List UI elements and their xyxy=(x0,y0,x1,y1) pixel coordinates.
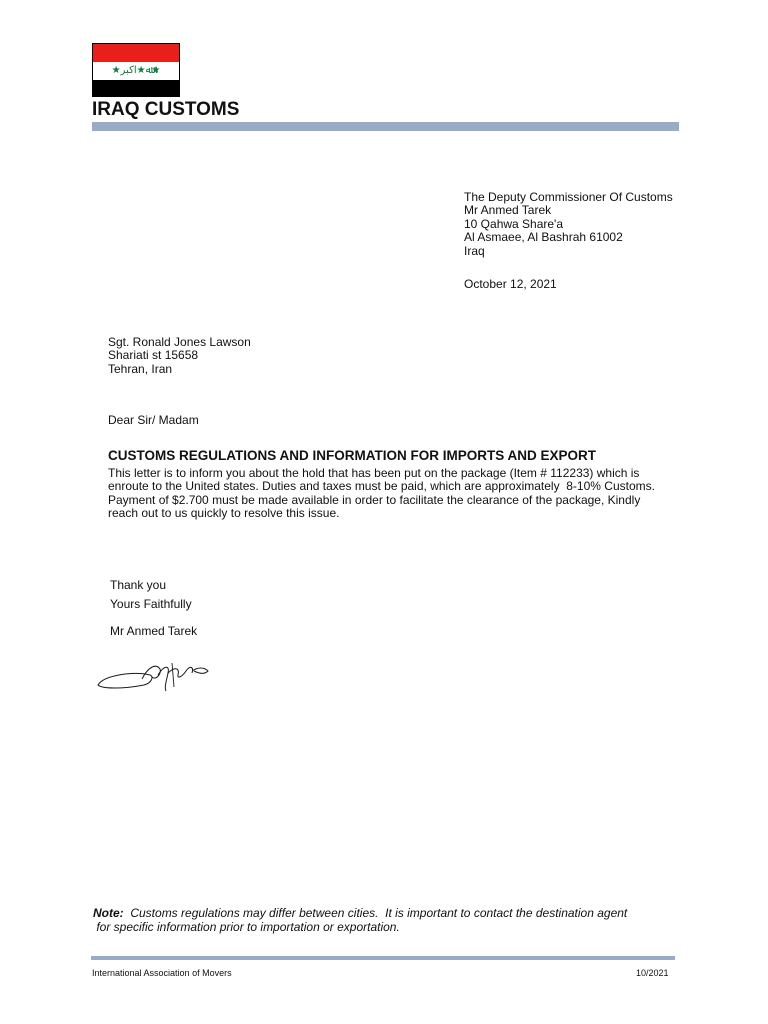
iraq-flag xyxy=(92,43,180,97)
recipient-line: Shariati st 15658 xyxy=(108,348,199,363)
note-text: Customs regulations may differ between cities. It is important to contact the destination agent xyxy=(123,906,628,920)
flag-black-band xyxy=(93,80,179,97)
body-line: reach out to us quickly to resolve this issue. xyxy=(108,506,340,521)
recipient-line: Tehran, Iran xyxy=(108,361,173,376)
sender-line: Iraq xyxy=(464,243,485,258)
sender-line: 10 Qahwa Share'a xyxy=(464,216,564,231)
letter-date: October 12, 2021 xyxy=(464,277,557,291)
header-rule xyxy=(92,122,679,131)
flag-script: ★ﷲ★اكبر★ xyxy=(111,65,161,76)
handwritten-signature xyxy=(94,657,214,697)
note-label: Note: xyxy=(93,906,124,920)
sender-address xyxy=(464,191,673,258)
sender-line: Al Asmaee, Al Bashrah 61002 xyxy=(464,230,623,245)
recipient-address xyxy=(108,336,251,376)
closing-thanks: Thank you xyxy=(110,578,167,592)
body-line: enroute to the United states. Duties and taxes must be paid, which are approximately 8-10% Customs. xyxy=(108,479,655,494)
body-line: Payment of $2.700 must be made available in order to facilitate the clearance of the package, Kindly xyxy=(108,492,641,507)
flag-red-band xyxy=(93,44,179,62)
letter-subject: CUSTOMS REGULATIONS AND INFORMATION FOR IMPORTS AND EXPORT xyxy=(108,448,596,463)
page-title: IRAQ CUSTOMS xyxy=(92,99,240,120)
footer-organization: International Association of Movers xyxy=(92,968,232,978)
note-block xyxy=(93,906,627,934)
sender-line: Mr Anmed Tarek xyxy=(464,203,552,218)
recipient-line: Sgt. Ronald Jones Lawson xyxy=(108,335,251,349)
salutation: Dear Sir/ Madam xyxy=(108,413,199,427)
closing-regards: Yours Faithfully xyxy=(110,597,192,611)
letter-body xyxy=(108,467,723,521)
body-line: This letter is to inform you about the hold that has been put on the package (Item # 112233) which is xyxy=(108,466,640,480)
sender-line: The Deputy Commissioner Of Customs xyxy=(464,190,673,204)
footer-date: 10/2021 xyxy=(636,968,669,978)
signatory-name: Mr Anmed Tarek xyxy=(110,624,198,638)
footer-rule xyxy=(91,956,675,960)
note-text: for specific information prior to importation or exportation. xyxy=(93,920,400,934)
